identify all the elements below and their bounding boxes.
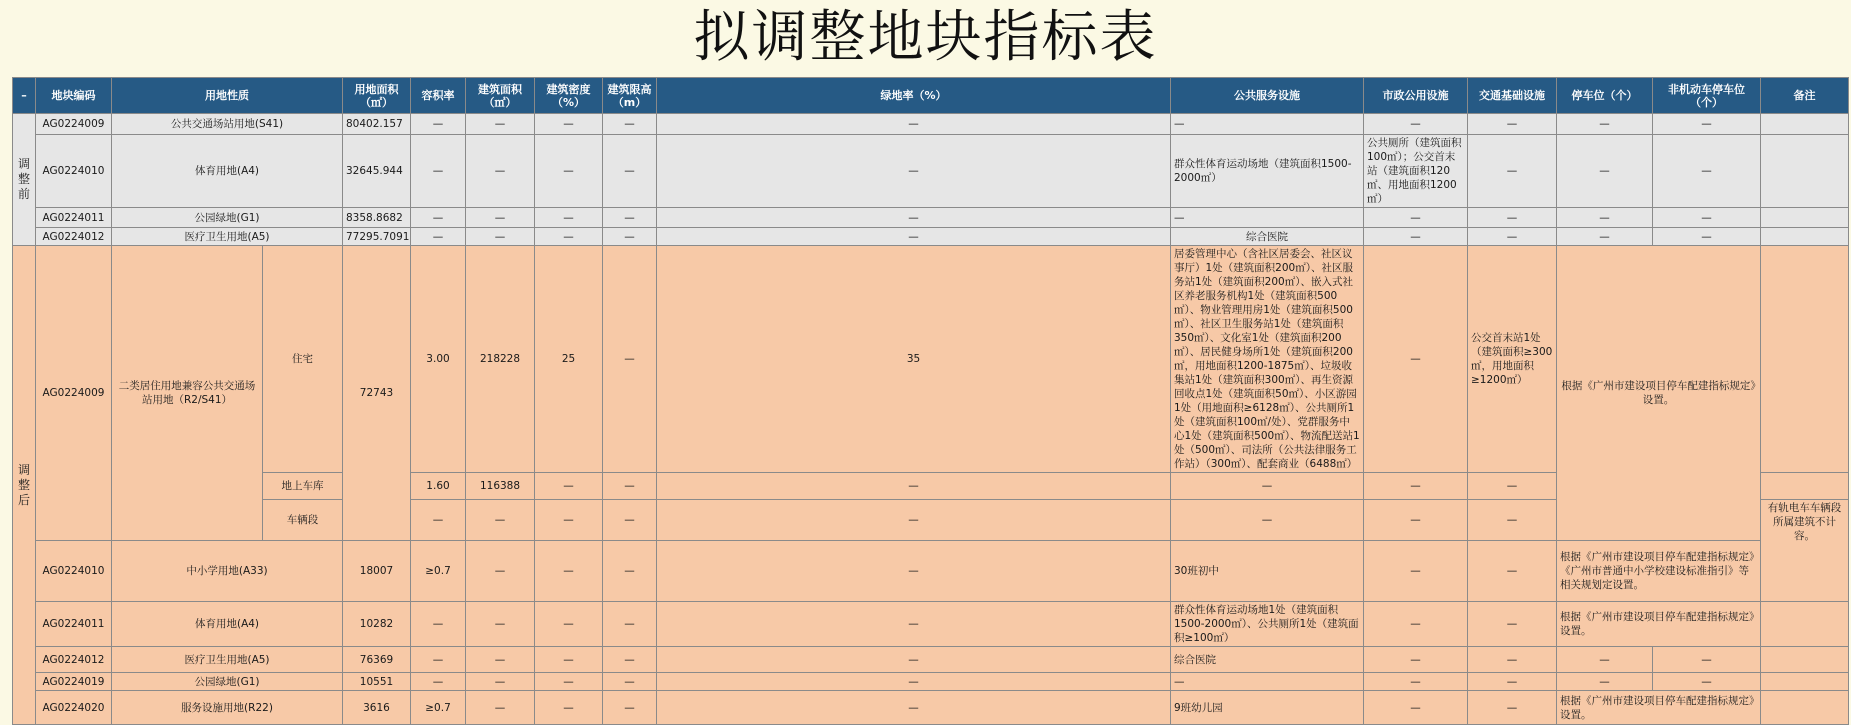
parking: — — [1557, 208, 1653, 228]
remark — [1761, 246, 1849, 473]
table-row — [13, 208, 1849, 228]
public-facilities: 9班幼儿园 — [1171, 691, 1364, 725]
land-use: 中小学用地(A33) — [112, 541, 343, 602]
plot-code: AG0224010 — [36, 135, 112, 208]
parking: — — [1557, 228, 1653, 246]
gfa: — — [466, 541, 535, 602]
gfa: — — [466, 647, 535, 673]
gfa: — — [466, 135, 535, 208]
density: — — [535, 673, 603, 691]
plot-code: AG0224009 — [36, 246, 112, 541]
bike-parking: — — [1653, 114, 1761, 135]
public-facilities: — — [1171, 673, 1364, 691]
municipal-facilities: 公共厕所（建筑面积100㎡）；公交首末站（建筑面积120㎡、用地面积1200㎡） — [1364, 135, 1468, 208]
height-limit: — — [603, 135, 657, 208]
land-use: 体育用地(A4) — [112, 135, 343, 208]
plot-code: AG0224012 — [36, 647, 112, 673]
page-title: 拟调整地块指标表 — [693, 5, 1158, 70]
green-ratio: — — [657, 673, 1171, 691]
transport-facilities: 公交首末站1处（建筑面积≥300㎡，用地面积≥1200㎡） — [1468, 246, 1557, 473]
bike-parking: — — [1653, 228, 1761, 246]
land-use: 公园绿地(G1) — [112, 673, 343, 691]
density: — — [535, 228, 603, 246]
plot-code: AG0224011 — [36, 208, 112, 228]
land-area: 77295.7091 — [343, 228, 411, 246]
green-ratio: — — [657, 602, 1171, 647]
density: 25 — [535, 246, 603, 473]
remark — [1761, 228, 1849, 246]
header-cell: 公共服务设施 — [1171, 78, 1364, 114]
transport-facilities: — — [1468, 228, 1557, 246]
bike-parking: — — [1653, 135, 1761, 208]
height-limit: — — [603, 647, 657, 673]
height-limit: — — [603, 208, 657, 228]
header-cell: 用地面积（㎡） — [343, 78, 411, 114]
land-use: 公园绿地(G1) — [112, 208, 343, 228]
header-cell: 建筑限高（m） — [603, 78, 657, 114]
gfa: — — [466, 228, 535, 246]
far: — — [411, 500, 466, 541]
table-row — [13, 541, 1849, 602]
public-facilities: 综合医院 — [1171, 228, 1364, 246]
far: — — [411, 114, 466, 135]
transport-facilities: — — [1468, 647, 1557, 673]
public-facilities: — — [1171, 473, 1364, 500]
municipal-facilities: — — [1364, 691, 1468, 725]
land-use: 服务设施用地(R22) — [112, 691, 343, 725]
land-area: 8358.8682 — [343, 208, 411, 228]
green-ratio: 35 — [657, 246, 1171, 473]
land-area: 80402.157 — [343, 114, 411, 135]
transport-facilities: — — [1468, 673, 1557, 691]
public-facilities: 综合医院 — [1171, 647, 1364, 673]
far: — — [411, 135, 466, 208]
remark — [1761, 135, 1849, 208]
header-cell: 用地性质 — [112, 78, 343, 114]
gfa: — — [466, 208, 535, 228]
indicator-table — [12, 77, 1849, 725]
gfa: — — [466, 602, 535, 647]
table-row — [13, 135, 1849, 208]
height-limit: — — [603, 473, 657, 500]
gfa: 218228 — [466, 246, 535, 473]
remark: 有轨电车车辆段所属建筑不计容。 — [1761, 500, 1849, 602]
transport-facilities: — — [1468, 691, 1557, 725]
parking: — — [1557, 114, 1653, 135]
far: — — [411, 602, 466, 647]
plot-code: AG0224009 — [36, 114, 112, 135]
municipal-facilities: — — [1364, 228, 1468, 246]
header-cell: 非机动车停车位（个） — [1653, 78, 1761, 114]
sub-use-depot: 车辆段 — [263, 500, 343, 541]
header-cell: 绿地率（%） — [657, 78, 1171, 114]
public-facilities: 居委管理中心（含社区居委会、社区议事厅）1处（建筑面积200㎡）、社区服务站1处（建筑面积200㎡）、嵌入式社区养老服务机构1处（建筑面积500㎡）、物业管理用房1处（建筑面积500㎡）、社区卫生服务站1处（建筑面积350㎡）、文化室1处（建筑面积200㎡）、居民健身场所1处（建筑面积200㎡，用地面积1200-1875㎡）、垃圾收集站1处（建筑面积300㎡）、再生资源回收点1处（建筑面积50㎡）、小区游园1处（用地面积≥6128㎡）、公共厕所1处（建筑面积100㎡/处）、党群服务中心1处（建筑面积500㎡）、物流配送站1处（500㎡）、司法所（公共法律服务工作站）（300㎡）、配套商业（6488㎡） — [1171, 246, 1364, 473]
municipal-facilities: — — [1364, 673, 1468, 691]
remark — [1761, 647, 1849, 673]
far: — — [411, 673, 466, 691]
remark — [1761, 114, 1849, 135]
density: — — [535, 691, 603, 725]
land-area: 10282 — [343, 602, 411, 647]
remark — [1761, 208, 1849, 228]
municipal-facilities: — — [1364, 208, 1468, 228]
parking-note: 根据《广州市建设项目停车配建指标规定》设置。 — [1557, 246, 1761, 541]
municipal-facilities: — — [1364, 541, 1468, 602]
group-label-before: 调 整 前 — [13, 114, 36, 246]
far: — — [411, 208, 466, 228]
density: — — [535, 114, 603, 135]
header-cell: – — [13, 78, 36, 114]
table-row — [13, 691, 1849, 725]
bike-parking: — — [1653, 673, 1761, 691]
green-ratio: — — [657, 114, 1171, 135]
density: — — [535, 135, 603, 208]
plot-code: AG0224012 — [36, 228, 112, 246]
height-limit: — — [603, 673, 657, 691]
table-row — [13, 114, 1849, 135]
far: — — [411, 647, 466, 673]
green-ratio: — — [657, 208, 1171, 228]
public-facilities: 30班初中 — [1171, 541, 1364, 602]
group-label-after: 调 整 后 — [13, 246, 36, 725]
gfa: 116388 — [466, 473, 535, 500]
height-limit: — — [603, 500, 657, 541]
sub-use-residential: 住宅 — [263, 246, 343, 473]
parking-note: 根据《广州市建设项目停车配建指标规定》设置。 — [1557, 602, 1761, 647]
height-limit: — — [603, 228, 657, 246]
density: — — [535, 500, 603, 541]
public-facilities: — — [1171, 500, 1364, 541]
land-area: 32645.944 — [343, 135, 411, 208]
municipal-facilities: — — [1364, 114, 1468, 135]
municipal-facilities: — — [1364, 473, 1468, 500]
height-limit: — — [603, 114, 657, 135]
green-ratio: — — [657, 473, 1171, 500]
public-facilities: — — [1171, 208, 1364, 228]
table-header-row — [13, 78, 1849, 114]
transport-facilities: — — [1468, 114, 1557, 135]
header-cell: 备注 — [1761, 78, 1849, 114]
density: — — [535, 473, 603, 500]
sub-use-garage: 地上车库 — [263, 473, 343, 500]
parking-note: 根据《广州市建设项目停车配建指标规定》《广州市普通中小学校建设标准指引》等相关规划定设置。 — [1557, 541, 1761, 602]
green-ratio: — — [657, 647, 1171, 673]
header-cell: 停车位（个） — [1557, 78, 1653, 114]
green-ratio: — — [657, 228, 1171, 246]
far: ≥0.7 — [411, 541, 466, 602]
gfa: — — [466, 673, 535, 691]
table-row — [13, 673, 1849, 691]
table-row — [13, 246, 1849, 473]
land-use: 公共交通场站用地(S41) — [112, 114, 343, 135]
remark — [1761, 602, 1849, 647]
transport-facilities: — — [1468, 473, 1557, 500]
transport-facilities: — — [1468, 208, 1557, 228]
land-area: 72743 — [343, 246, 411, 541]
density: — — [535, 647, 603, 673]
municipal-facilities: — — [1364, 500, 1468, 541]
plot-code: AG0224010 — [36, 541, 112, 602]
green-ratio: — — [657, 691, 1171, 725]
land-area: 76369 — [343, 647, 411, 673]
table-row — [13, 602, 1849, 647]
transport-facilities: — — [1468, 500, 1557, 541]
density: — — [535, 541, 603, 602]
density: — — [535, 208, 603, 228]
parking: — — [1557, 673, 1653, 691]
green-ratio: — — [657, 135, 1171, 208]
header-cell: 地块编码 — [36, 78, 112, 114]
gfa: — — [466, 114, 535, 135]
bike-parking: — — [1653, 647, 1761, 673]
height-limit: — — [603, 691, 657, 725]
far: 3.00 — [411, 246, 466, 473]
land-area: 10551 — [343, 673, 411, 691]
bike-parking: — — [1653, 208, 1761, 228]
public-facilities: 群众性体育运动场地1处（建筑面积1500-2000㎡）、公共厕所1处（建筑面积≥100㎡） — [1171, 602, 1364, 647]
municipal-facilities: — — [1364, 647, 1468, 673]
parking-note: 根据《广州市建设项目停车配建指标规定》设置。 — [1557, 691, 1761, 725]
header-cell: 交通基础设施 — [1468, 78, 1557, 114]
public-facilities: 群众性体育运动场地（建筑面积1500-2000㎡） — [1171, 135, 1364, 208]
gfa: — — [466, 500, 535, 541]
far: ≥0.7 — [411, 691, 466, 725]
transport-facilities: — — [1468, 541, 1557, 602]
header-cell: 建筑面积（㎡） — [466, 78, 535, 114]
table-row — [13, 647, 1849, 673]
density: — — [535, 602, 603, 647]
plot-code: AG0224011 — [36, 602, 112, 647]
parking: — — [1557, 135, 1653, 208]
height-limit: — — [603, 246, 657, 473]
municipal-facilities: — — [1364, 246, 1468, 473]
plot-code: AG0224019 — [36, 673, 112, 691]
municipal-facilities: — — [1364, 602, 1468, 647]
header-cell: 市政公用设施 — [1364, 78, 1468, 114]
remark — [1761, 673, 1849, 691]
remark — [1761, 473, 1849, 500]
height-limit: — — [603, 541, 657, 602]
remark — [1761, 691, 1849, 725]
land-area: 3616 — [343, 691, 411, 725]
green-ratio: — — [657, 541, 1171, 602]
land-use: 体育用地(A4) — [112, 602, 343, 647]
land-use: 医疗卫生用地(A5) — [112, 228, 343, 246]
green-ratio: — — [657, 500, 1171, 541]
plot-code: AG0224020 — [36, 691, 112, 725]
far: 1.60 — [411, 473, 466, 500]
public-facilities: — — [1171, 114, 1364, 135]
header-cell: 容积率 — [411, 78, 466, 114]
land-use: 医疗卫生用地(A5) — [112, 647, 343, 673]
far: — — [411, 228, 466, 246]
height-limit: — — [603, 602, 657, 647]
transport-facilities: — — [1468, 602, 1557, 647]
gfa: — — [466, 691, 535, 725]
table-row — [13, 228, 1849, 246]
header-cell: 建筑密度（%） — [535, 78, 603, 114]
parking: — — [1557, 647, 1653, 673]
land-area: 18007 — [343, 541, 411, 602]
transport-facilities: — — [1468, 135, 1557, 208]
land-use: 二类居住用地兼容公共交通场站用地（R2/S41） — [112, 246, 263, 541]
